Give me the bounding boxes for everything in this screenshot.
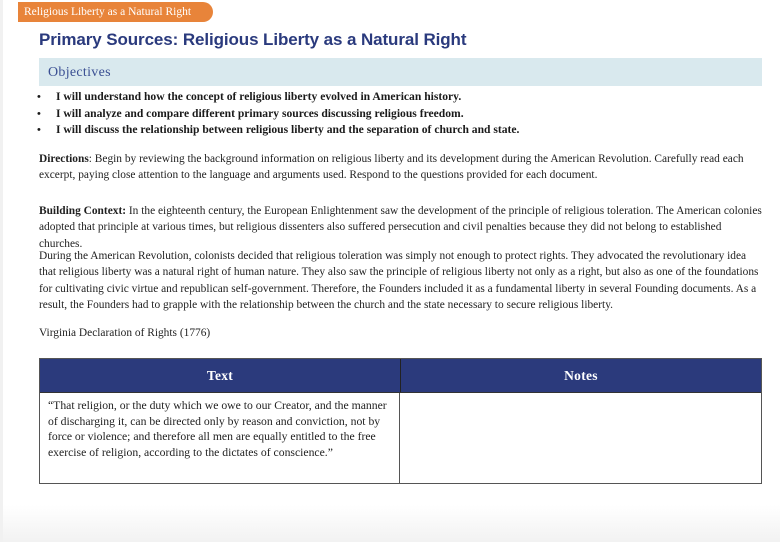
directions-label: Directions [39, 153, 89, 165]
objective-text: I will discuss the relationship between religious liberty and the separation of church and state. [56, 123, 520, 136]
column-header-notes: Notes [564, 367, 598, 383]
bullet-icon: • [37, 124, 41, 136]
table-header-row [40, 359, 761, 393]
objective-item [37, 106, 519, 123]
objectives-title: Objectives [48, 65, 111, 80]
document-title: Virginia Declaration of Rights (1776) [39, 327, 211, 339]
building-context-label: Building Context: [39, 205, 127, 217]
objective-item [37, 122, 519, 139]
objectives-list [37, 89, 519, 139]
column-header-text: Text [40, 359, 401, 392]
objective-text: I will analyze and compare different primary sources discussing religious freedom. [56, 106, 464, 120]
directions-paragraph [39, 151, 765, 184]
objectives-header [39, 58, 762, 86]
building-context-text: In the eighteenth century, the European Enlightenment saw the development of the principle of religious toleration. The American colonies adopted that principle at various times, but religious dissenters also suffered persecution and civil penalties because they did not belong to established churches. [39, 205, 762, 250]
page-title: Primary Sources: Religious Liberty as a Natural Right [39, 30, 467, 49]
building-context-paragraph [39, 203, 765, 252]
table-row [40, 393, 761, 483]
page-edge [0, 0, 3, 542]
bullet-icon: • [37, 91, 41, 103]
bullet-icon: • [37, 107, 41, 120]
directions-text: : Begin by reviewing the background information on religious liberty and its development during the American Revolution. Carefully read each excerpt, paying close attention to the language and arguments used. Respond to the questions provided for each document. [39, 153, 744, 182]
notes-cell[interactable] [400, 393, 761, 483]
source-table [39, 358, 762, 484]
objective-text: I will understand how the concept of religious liberty evolved in American history. [56, 90, 462, 103]
building-context-paragraph-2: During the American Revolution, colonists decided that religious toleration was simply not enough to protect rights. They advocated the revolutionary idea that religious liberty was a natural right of human nature. They also saw the principle of religious liberty not only as a right, but also as one of the foundations for cultivating civic virtue and republican self-government. Therefore, the Founders included it as a fundamental liberty in several Founding documents. As a result, the Founders had to grapple with the relationship between the church and the state necessary to secure religious liberty. [39, 250, 759, 312]
objective-item [37, 89, 519, 106]
section-tag: Religious Liberty as a Natural Right [18, 2, 213, 22]
excerpt-cell: “That religion, or the duty which we owe to our Creator, and the manner of discharging it, can be directed only by reason and conviction, not by force or violence; and therefore all men are equally entitled to the free exercise of religion, according to the dictates of conscience.” [40, 393, 400, 483]
